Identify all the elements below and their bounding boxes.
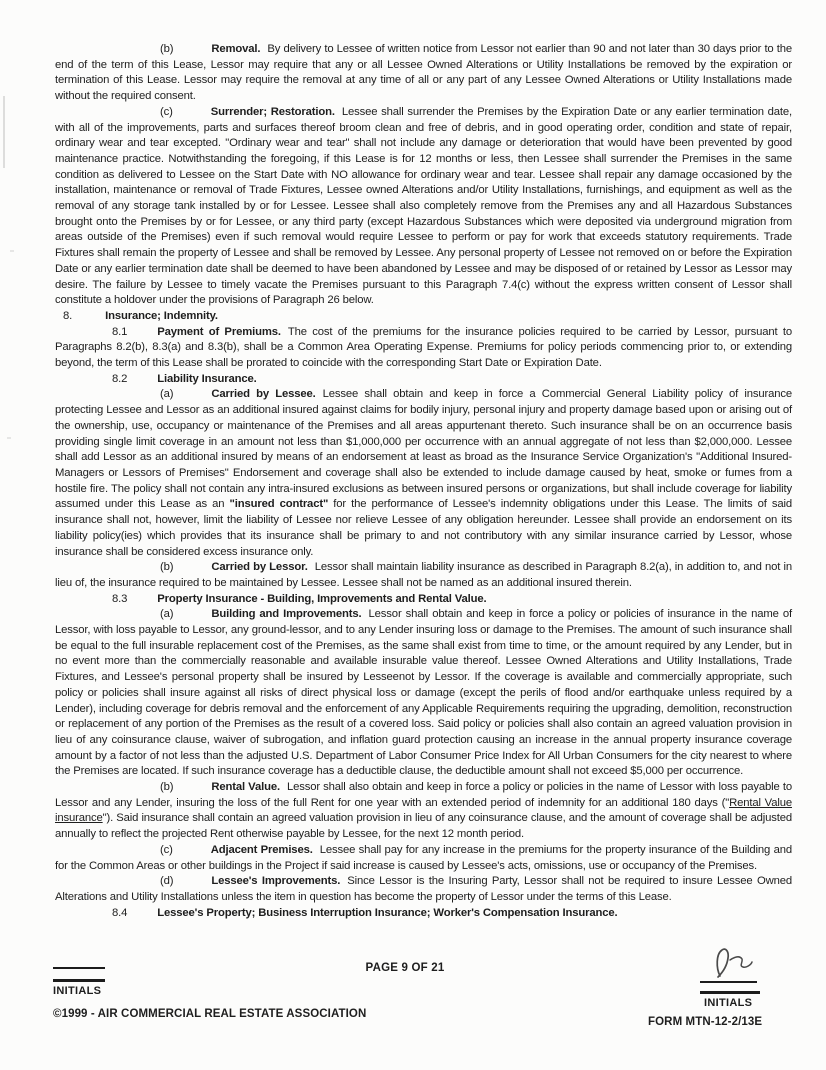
clause-number: (b) bbox=[160, 561, 174, 574]
clause-text: Lessee shall obtain and keep in force a Commercial General Liability policy of insurance protecting Lessee and Lessor as an additional insured against claims for bodily injury, personal injury and property damage based upon or arising out of the ownership, use, occupancy or maintenance of the Premises and all areas appurtenant thereto. Such insurance shall be on an occurrence basis providing single limit coverage in an amount not less than $1,000,000 per occurrence with an annual aggregate of not less than $2,000,000. Lessee shall add Lessor as an additional insured by means of an endorsement at least as broad as the Insurance Service Organization's "Additional Insured-Managers or Lessors of Premises" Endorsement and coverage shall also be extended to include damage caused by heat, smoke or fumes from a hostile fire. The policy shall not contain any intra-insured exclusions as between insured persons or organizations, but shall include coverage for liability assumed under this Lease as an bbox=[55, 388, 792, 511]
lease-paragraph-84 bbox=[55, 906, 792, 922]
clause-text: By delivery to Lessee of written notice from Lessor not earlier than 90 and not later than 30 days prior to the end of the term of this Lease, Lessor may require that any or all Lessee Owned Alterations or Utility Installations be removed by the expiration or termination of this Lease. Lessor may require the removal at any time of all or any part of any Lessee Owned Alterations or Utility Installations made without the required consent. bbox=[55, 43, 792, 103]
lease-paragraph-b bbox=[55, 780, 792, 843]
lease-paragraph-82 bbox=[55, 372, 792, 388]
clause-text: for the performance of Lessee's indemnity obligations under this Lease. The limits of said insurance shall not, however, limit the liability of Lessee nor relieve Lessee of any obligation hereunder. Lessee shall provide an endorsement on its liability policy(ies) which provides that its insurance shall be primary to and not contributory with any similar insurance carried by Lessor, whose insurance shall be considered excess insurance only. bbox=[55, 498, 792, 558]
lease-paragraph-c bbox=[55, 105, 792, 309]
clause-heading: Carried by Lessor. bbox=[211, 561, 308, 574]
lease-paragraph-c bbox=[55, 843, 792, 874]
lease-paragraph-8 bbox=[55, 309, 792, 325]
clause-number: (a) bbox=[160, 388, 174, 401]
initials-line bbox=[700, 981, 757, 983]
lease-paragraph-d bbox=[55, 874, 792, 905]
initials-rule bbox=[700, 991, 760, 994]
lease-paragraph-83 bbox=[55, 592, 792, 608]
clause-heading: Insurance; Indemnity. bbox=[105, 309, 218, 322]
copyright-notice: ©1999 - AIR COMMERCIAL REAL ESTATE ASSOCIATION bbox=[53, 1008, 367, 1020]
clause-text: Lessee shall surrender the Premises by the Expiration Date or any earlier termination date, with all of the improvements, parts and surfaces thereof broom clean and free of debris, and in good operating order, condition and state of repair, ordinary wear and tear excepted. "Ordinary wear and tear" shall not include any damage or deterioration that would have been prevented by good maintenance practice. Notwithstanding the foregoing, if this Lease is for 12 months or less, then Lessee shall surrender the Premises in the same condition as delivered to Lessee on the Start Date with NO allowance for ordinary wear and tear. Lessee shall repair any damage occasioned by the installation, maintenance or removal of Trade Fixtures, Lessee owned Alterations and/or Utility Installations, furnishings, and equipment as well as the removal of any storage tank installed by or for Lessee. Lessee shall also completely remove from the Premises any and all Hazardous Substances brought onto the Premises by or for Lessee, or any third party (except Hazardous Substances which were deposited via underground migration from areas outside of the Premises) even if such removal would require Lessee to perform or pay for work that exceeds statutory requirements. Trade Fixtures shall remain the property of Lessee and shall be removed by Lessee. Any personal property of Lessee not removed on or before the Expiration Date or any earlier termination date shall be deemed to have been abandoned by Lessee and may be disposed of or retained by Lessor as Lessor may desire. The failure by Lessee to timely vacate the Premises pursuant to this Paragraph 7.4(c) without the express written consent of Lessor shall constitute a holdover under the provisions of Paragraph 26 below. bbox=[55, 105, 792, 307]
clause-number: (c) bbox=[160, 105, 173, 118]
clause-number: 8.4 bbox=[112, 906, 128, 919]
clause-heading: Property Insurance - Building, Improvements and Rental Value. bbox=[157, 592, 487, 605]
scan-artifact bbox=[3, 96, 5, 168]
initials-line bbox=[53, 967, 105, 969]
scan-artifact bbox=[7, 437, 11, 439]
initials-label-right: INITIALS bbox=[704, 997, 753, 1009]
lease-paragraph-a bbox=[55, 387, 792, 560]
clause-number: 8.2 bbox=[112, 372, 128, 385]
clause-number: 8. bbox=[63, 309, 73, 322]
clause-text: The cost of the premiums for the insurance policies required to be carried by Lessor, pursuant to Paragraphs 8.2(b), 8.3(a) and 8.3(b), shall be a Common Area Operating Expense. Premiums for policy periods commencing prior to, or extending beyond, the term of this Lease shall be prorated to coincide with the corresponding Start Date or Expiration Date. bbox=[55, 325, 792, 370]
lease-text-block bbox=[55, 42, 792, 921]
clause-number: (d) bbox=[160, 875, 174, 888]
initials-rule bbox=[53, 979, 105, 982]
clause-text: Lessor shall obtain and keep in force a policy or policies of insurance in the name of Lessor, with loss payable to Lessor, any ground-lessor, and to any Lender insuring loss or damage to the Premises. The amount of such insurance shall be equal to the full insurable replacement cost of the Premises, as the same shall exist from time to time, or the amount required by any Lender, but in no event more than the commercially reasonable and available insurable value thereof. Lessee Owned Alterations and Utility Installations, Trade Fixtures, and Lessee's personal property shall be insured by Lesseenot by Lessor. If the coverage is available and commercially appropriate, such policy or policies shall insure against all risks of direct physical loss or damage (except the perils of flood and/or earthquake unless required by a Lender), including coverage for debris removal and the enforcement of any Applicable Requirements requiring the upgrading, demolition, reconstruction or replacement of any portion of the Premises as the result of a covered loss. Said policy or policies shall also contain an agreed valuation provision in lieu of any coinsurance clause, waiver of subrogation, and inflation guard protection causing an increase in the annual property insurance coverage amount by a factor of not less than the adjusted U.S. Department of Labor Consumer Price Index for All Urban Consumers for the city nearest to where the Premises are located. If such insurance coverage has a deductible clause, the deductible amount shall not exceed $5,000 per occurrence. bbox=[55, 608, 792, 778]
clause-number: (b) bbox=[160, 43, 174, 55]
clause-text: "insured contract" bbox=[229, 498, 329, 511]
initials-block-left bbox=[53, 967, 105, 997]
form-number: FORM MTN-12-2/13E bbox=[648, 1016, 763, 1028]
clause-number: (c) bbox=[160, 843, 173, 856]
clause-text: Lessee shall pay for any increase in the premiums for the property insurance of the Building and for the Common Areas or other buildings in the Project if said increase is caused by Lessee's acts, omissions, use or occupancy of the Premises. bbox=[55, 843, 792, 872]
handwritten-initials-icon bbox=[706, 946, 764, 980]
clause-heading: Carried by Lessee. bbox=[211, 388, 316, 401]
clause-number: (a) bbox=[160, 608, 174, 621]
clause-heading: Liability Insurance. bbox=[157, 372, 257, 385]
page-number: PAGE 9 OF 21 bbox=[365, 962, 445, 974]
clause-heading: Payment of Premiums. bbox=[157, 325, 281, 338]
clause-number: 8.1 bbox=[112, 325, 128, 338]
initials-block-right bbox=[700, 946, 770, 1009]
initials-label-left: INITIALS bbox=[53, 984, 102, 997]
lease-paragraph-b bbox=[55, 42, 792, 105]
clause-text: "). Said insurance shall contain an agreed valuation provision in lieu of any coinsurance clause, and the amount of coverage shall be adjusted annually to reflect the projected Rent otherwise payable by Lessee, for the next 12 month period. bbox=[55, 812, 792, 841]
clause-text: Lessor shall also obtain and keep in force a policy or policies in the name of Lessor with loss payable to Lessor and any Lender, insuring the loss of the full Rent for one year with an extended period of indemnity for an additional 180 days (" bbox=[55, 781, 792, 809]
clause-number: 8.3 bbox=[112, 592, 128, 605]
clause-text: Rental Value insurance bbox=[55, 796, 792, 825]
lease-paragraph-a bbox=[55, 607, 792, 780]
clause-heading: Adjacent Premises. bbox=[210, 843, 313, 856]
clause-heading: Lessee's Improvements. bbox=[211, 875, 341, 888]
clause-text: Lessor shall maintain liability insurance as described in Paragraph 8.2(a), in addition to, and not in lieu of, the insurance required to be maintained by Lessee. Lessee shall not be named as an additional insured therein. bbox=[55, 561, 792, 589]
clause-number: (b) bbox=[160, 781, 174, 794]
clause-heading: Rental Value. bbox=[211, 781, 280, 794]
lease-paragraph-b bbox=[55, 560, 792, 591]
lease-paragraph-81 bbox=[55, 325, 792, 372]
clause-heading: Removal. bbox=[211, 43, 261, 55]
clause-text: Since Lessor is the Insuring Party, Lessor shall not be required to insure Lessee Owned Alterations and Utility Installations unless the item in question has become the property of Lessor under the terms of this Lease. bbox=[55, 875, 792, 903]
clause-heading: Building and Improvements. bbox=[211, 608, 362, 621]
scan-artifact bbox=[10, 250, 14, 252]
clause-heading: Lessee's Property; Business Interruption Insurance; Worker's Compensation Insurance. bbox=[157, 906, 618, 919]
clause-heading: Surrender; Restoration. bbox=[210, 105, 335, 118]
